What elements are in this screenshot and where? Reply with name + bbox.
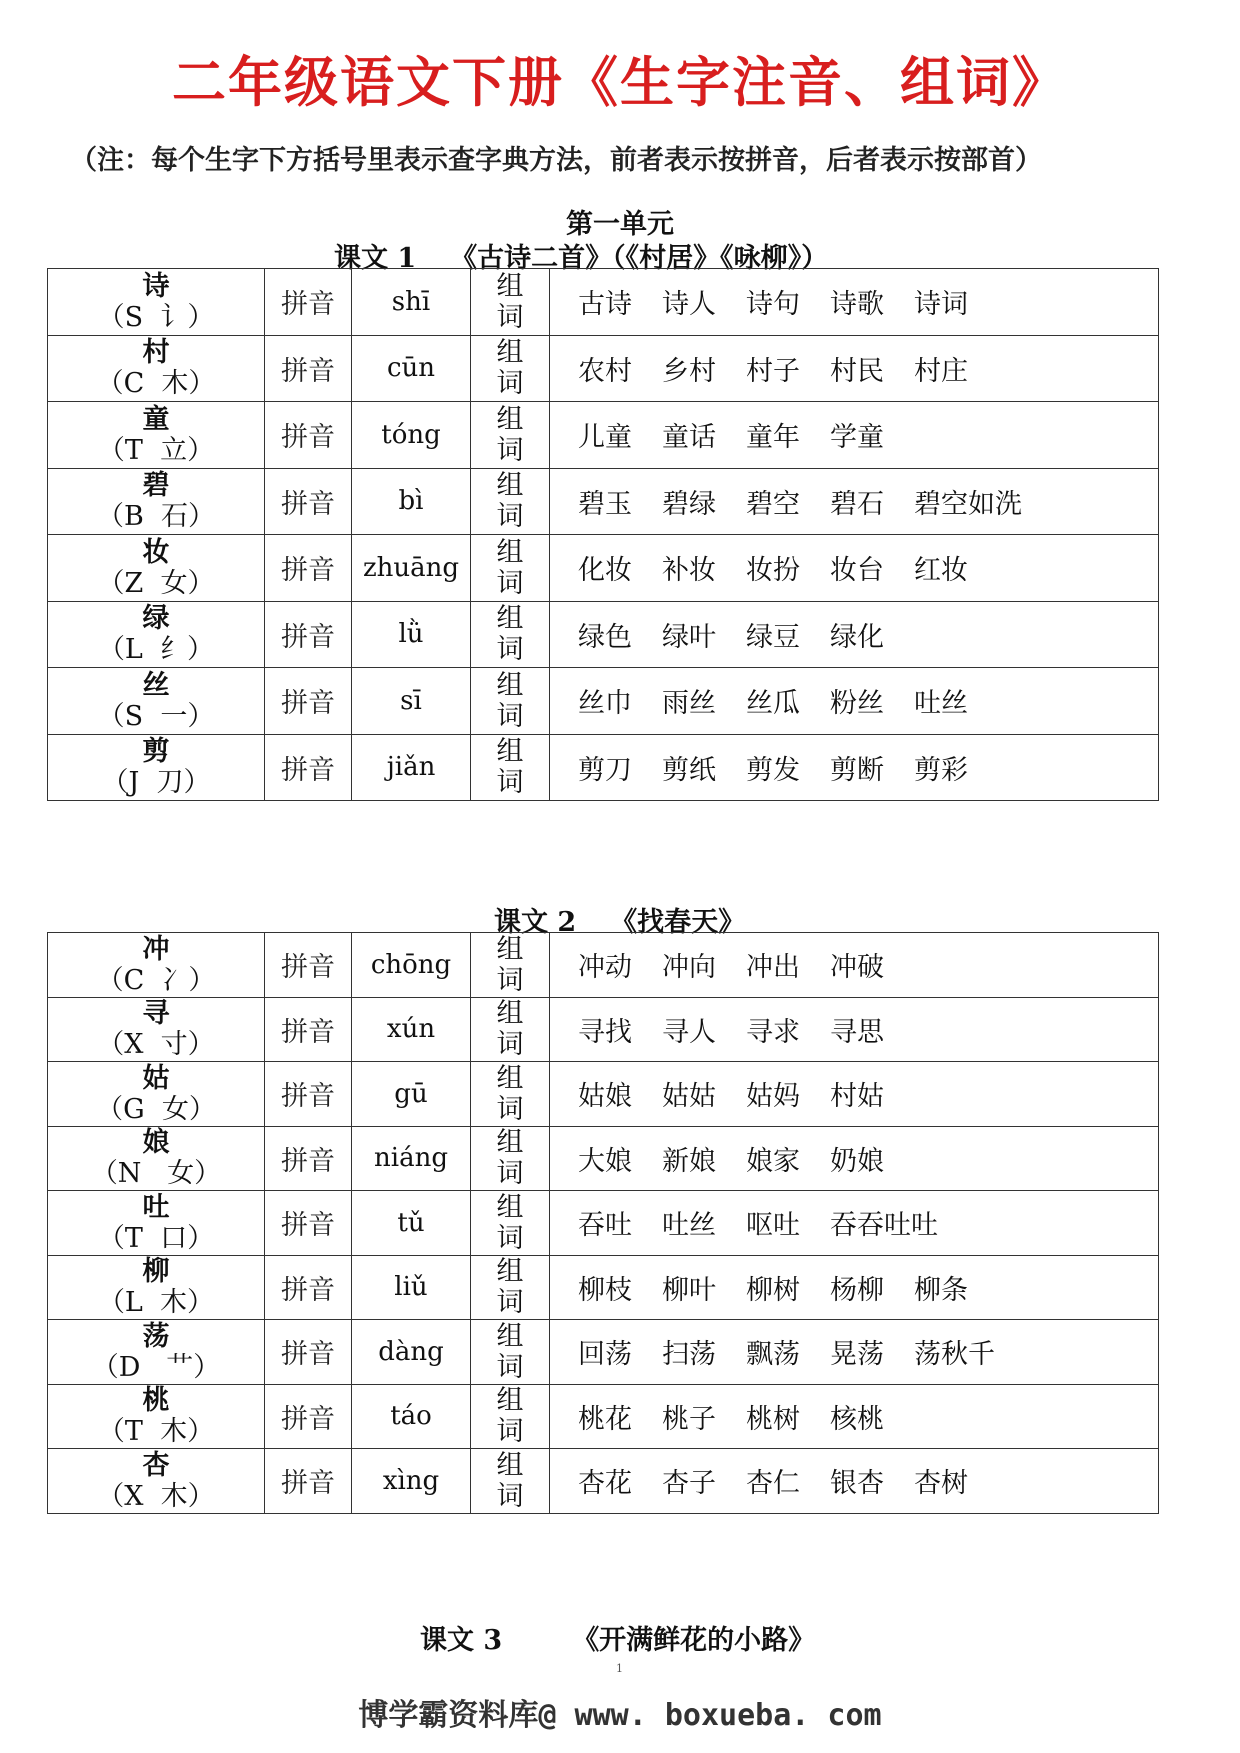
zuci-label-ci: 词 [496,1093,524,1125]
word: 碧空如洗 [914,488,1022,520]
zuci-label [471,1062,550,1127]
word: 银杏 [830,1468,884,1500]
character: 姑 [142,1062,170,1094]
char-cell [48,1126,265,1191]
lesson-2-name: 《找春天》 [610,907,746,938]
zuci-label-ci: 词 [496,1158,524,1190]
words-cell [550,997,1159,1062]
pinyin-label: 拼音 [265,1062,352,1127]
zuci-label [471,1384,550,1449]
words-cell [550,1062,1159,1127]
word: 新娘 [662,1145,716,1177]
lookup-note: （注：每个生字下方括号里表示查字典方法，前者表示按拼音，后者表示按部首） [70,145,1042,176]
word: 诗人 [662,289,716,321]
pinyin-value: gū [352,1062,471,1127]
word: 吐丝 [662,1210,716,1242]
table-row [48,668,1159,735]
word: 村子 [746,355,800,387]
table-row [48,1320,1159,1385]
zuci-label-zu: 组 [496,536,524,568]
table-row [48,269,1159,336]
word: 杏树 [914,1468,968,1500]
word: 古诗 [578,289,632,321]
zuci-label [471,1320,550,1385]
dictionary-index: （J 刀） [101,767,211,799]
unit-title: 第一单元 [566,209,674,240]
lesson-2-number: 课文 2 [494,907,577,938]
word: 寻求 [746,1016,800,1048]
char-cell [48,734,265,801]
words-cell [550,933,1159,998]
zuci-label-ci: 词 [496,1416,524,1448]
char-cell [48,335,265,402]
table-row [48,1062,1159,1127]
word: 杏子 [662,1468,716,1500]
zuci-label-zu: 组 [496,1256,524,1288]
word: 绿豆 [746,621,800,653]
word: 冲出 [746,952,800,984]
word: 寻思 [830,1016,884,1048]
dictionary-index: （S 一） [97,700,215,732]
dictionary-index: （T 木） [97,1416,215,1448]
dictionary-index: （X 木） [97,1480,215,1512]
zuci-label-ci: 词 [496,501,524,533]
pinyin-value: chōng [352,933,471,998]
zuci-label [471,402,550,469]
char-cell [48,402,265,469]
pinyin-label: 拼音 [265,1191,352,1256]
table-row [48,1449,1159,1514]
word: 冲向 [662,952,716,984]
words-cell [550,1449,1159,1514]
char-cell [48,468,265,535]
pinyin-value: tǔ [352,1191,471,1256]
word: 晃荡 [830,1339,884,1371]
word: 荡秋千 [914,1339,995,1371]
table-row [48,1255,1159,1320]
zuci-label [471,335,550,402]
lesson-3-number: 课文 3 [420,1625,503,1656]
character: 丝 [142,669,170,701]
table-row [48,1384,1159,1449]
words-cell [550,269,1159,336]
word: 碧石 [830,488,884,520]
table-row [48,468,1159,535]
word: 童话 [662,422,716,454]
zuci-label-ci: 词 [496,567,524,599]
lesson-1-table [47,268,1159,801]
char-cell [48,1449,265,1514]
word: 诗歌 [830,289,884,321]
zuci-label-ci: 词 [496,1029,524,1061]
word: 吞吐 [578,1210,632,1242]
word: 碧玉 [578,488,632,520]
zuci-label-zu: 组 [496,270,524,302]
pinyin-label: 拼音 [265,734,352,801]
word: 娘家 [746,1145,800,1177]
word: 桃树 [746,1403,800,1435]
zuci-label-zu: 组 [496,603,524,635]
page-title: 二年级语文下册《生字注音、组词》 [172,51,1068,114]
character: 荡 [142,1320,170,1352]
table-row [48,1126,1159,1191]
pinyin-label: 拼音 [265,997,352,1062]
character: 杏 [142,1449,170,1481]
word: 化妆 [578,555,632,587]
character: 村 [142,337,170,369]
pinyin-value: niáng [352,1126,471,1191]
words-cell [550,468,1159,535]
char-cell [48,1320,265,1385]
word: 冲动 [578,952,632,984]
pinyin-label: 拼音 [265,535,352,602]
word: 剪刀 [578,754,632,786]
zuci-label-ci: 词 [496,368,524,400]
character: 童 [142,403,170,435]
word: 剪发 [746,754,800,786]
word: 飘荡 [746,1339,800,1371]
char-cell [48,1255,265,1320]
char-cell [48,1062,265,1127]
word: 剪纸 [662,754,716,786]
character: 桃 [142,1385,170,1417]
word: 妆台 [830,555,884,587]
lesson-1-name: 《古诗二首》（《村居》《咏柳》） [450,243,829,274]
char-cell [48,997,265,1062]
word: 乡村 [662,355,716,387]
word: 扫荡 [662,1339,716,1371]
word: 诗句 [746,289,800,321]
dictionary-index: （G 女） [96,1093,216,1125]
zuci-label-zu: 组 [496,998,524,1030]
pinyin-label: 拼音 [265,1126,352,1191]
footer-watermark: 博学霸资料库@ www. boxueba. com [358,1698,882,1733]
word: 柳条 [914,1274,968,1306]
char-cell [48,601,265,668]
zuci-label [471,933,550,998]
word: 吞吞吐吐 [830,1210,938,1242]
word: 丝瓜 [746,688,800,720]
character: 冲 [142,933,170,965]
words-cell [550,1384,1159,1449]
character: 诗 [142,270,170,302]
char-cell [48,535,265,602]
pinyin-label: 拼音 [265,601,352,668]
dictionary-index: （B 石） [96,501,215,533]
word: 杏花 [578,1468,632,1500]
character: 寻 [142,998,170,1030]
pinyin-value: xìng [352,1449,471,1514]
words-cell [550,535,1159,602]
zuci-label-zu: 组 [496,1062,524,1094]
dictionary-index: （C 冫） [96,964,216,996]
pinyin-label: 拼音 [265,468,352,535]
zuci-label-ci: 词 [496,700,524,732]
word: 姑姑 [662,1081,716,1113]
word: 补妆 [662,555,716,587]
zuci-label-zu: 组 [496,933,524,965]
zuci-label [471,668,550,735]
character: 娘 [142,1127,170,1159]
character: 碧 [142,470,170,502]
pinyin-label: 拼音 [265,269,352,336]
dictionary-index: （X 寸） [97,1029,215,1061]
word: 学童 [830,422,884,454]
lesson-1-number: 课文 1 [334,243,417,274]
zuci-label [471,734,550,801]
word: 桃子 [662,1403,716,1435]
words-cell [550,601,1159,668]
words-cell [550,668,1159,735]
character: 绿 [142,603,170,635]
char-cell [48,1191,265,1256]
zuci-label-zu: 组 [496,1127,524,1159]
pinyin-value: cūn [352,335,471,402]
word: 村民 [830,355,884,387]
word: 姑娘 [578,1081,632,1113]
table-row [48,335,1159,402]
zuci-label-ci: 词 [496,1222,524,1254]
character: 吐 [142,1191,170,1223]
word: 雨丝 [662,688,716,720]
zuci-label-ci: 词 [496,301,524,333]
dictionary-index: （T 口） [97,1222,215,1254]
zuci-label-ci: 词 [496,1480,524,1512]
word: 冲破 [830,952,884,984]
word: 村姑 [830,1081,884,1113]
word: 农村 [578,355,632,387]
pinyin-label: 拼音 [265,402,352,469]
word: 绿化 [830,621,884,653]
zuci-label [471,1255,550,1320]
zuci-label-zu: 组 [496,337,524,369]
dictionary-index: （L 纟） [97,634,215,666]
word: 丝巾 [578,688,632,720]
dictionary-index: （C 木） [96,368,216,400]
word: 桃花 [578,1403,632,1435]
word: 姑妈 [746,1081,800,1113]
character: 妆 [142,536,170,568]
zuci-label [471,1191,550,1256]
word: 柳叶 [662,1274,716,1306]
word: 童年 [746,422,800,454]
char-cell [48,933,265,998]
zuci-label [471,1126,550,1191]
word: 粉丝 [830,688,884,720]
word: 呕吐 [746,1210,800,1242]
words-cell [550,734,1159,801]
zuci-label-ci: 词 [496,767,524,799]
words-cell [550,1191,1159,1256]
words-cell [550,1320,1159,1385]
table-row [48,535,1159,602]
word: 杏仁 [746,1468,800,1500]
word: 寻找 [578,1016,632,1048]
words-cell [550,402,1159,469]
word: 诗词 [914,289,968,321]
pinyin-label: 拼音 [265,335,352,402]
pinyin-value: lǜ [352,601,471,668]
words-cell [550,1126,1159,1191]
word: 寻人 [662,1016,716,1048]
dictionary-index: （S 讠） [97,301,215,333]
zuci-label [471,601,550,668]
word: 红妆 [914,555,968,587]
word: 绿叶 [662,621,716,653]
zuci-label-zu: 组 [496,1191,524,1223]
zuci-label [471,997,550,1062]
pinyin-label: 拼音 [265,933,352,998]
zuci-label-zu: 组 [496,1320,524,1352]
pinyin-value: zhuāng [352,535,471,602]
character: 剪 [142,736,170,768]
word: 回荡 [578,1339,632,1371]
zuci-label [471,1449,550,1514]
zuci-label-ci: 词 [496,634,524,666]
zuci-label-ci: 词 [496,434,524,466]
pinyin-value: shī [352,269,471,336]
zuci-label [471,269,550,336]
word: 妆扮 [746,555,800,587]
pinyin-value: dàng [352,1320,471,1385]
word: 碧绿 [662,488,716,520]
word: 村庄 [914,355,968,387]
word: 吐丝 [914,688,968,720]
word: 柳树 [746,1274,800,1306]
pinyin-label: 拼音 [265,1449,352,1514]
zuci-label-ci: 词 [496,964,524,996]
word: 碧空 [746,488,800,520]
zuci-label-zu: 组 [496,1449,524,1481]
zuci-label-ci: 词 [496,1287,524,1319]
word: 剪彩 [914,754,968,786]
dictionary-index: （L 木） [97,1287,215,1319]
pinyin-value: liǔ [352,1255,471,1320]
zuci-label-zu: 组 [496,470,524,502]
words-cell [550,335,1159,402]
pinyin-value: sī [352,668,471,735]
word: 大娘 [578,1145,632,1177]
zuci-label [471,468,550,535]
zuci-label-zu: 组 [496,669,524,701]
word: 柳枝 [578,1274,632,1306]
zuci-label-zu: 组 [496,403,524,435]
zuci-label [471,535,550,602]
word: 剪断 [830,754,884,786]
dictionary-index: （D 艹） [91,1351,221,1383]
table-row [48,1191,1159,1256]
dictionary-index: （T 立） [97,434,215,466]
dictionary-index: （N 女） [90,1158,222,1190]
word: 儿童 [578,422,632,454]
pinyin-label: 拼音 [265,668,352,735]
zuci-label-zu: 组 [496,1385,524,1417]
dictionary-index: （Z 女） [97,567,215,599]
character: 柳 [142,1256,170,1288]
char-cell [48,1384,265,1449]
table-row [48,402,1159,469]
pinyin-value: bì [352,468,471,535]
table-row [48,997,1159,1062]
char-cell [48,668,265,735]
lesson-2-table [47,932,1159,1514]
word: 核桃 [830,1403,884,1435]
word: 杨柳 [830,1274,884,1306]
lesson-3-title [420,1618,815,1657]
table-row [48,601,1159,668]
table-row [48,734,1159,801]
pinyin-label: 拼音 [265,1384,352,1449]
pinyin-value: tóng [352,402,471,469]
zuci-label-ci: 词 [496,1351,524,1383]
char-cell [48,269,265,336]
pinyin-label: 拼音 [265,1320,352,1385]
pinyin-label: 拼音 [265,1255,352,1320]
words-cell [550,1255,1159,1320]
table-row [48,933,1159,998]
word: 奶娘 [830,1145,884,1177]
pinyin-value: táo [352,1384,471,1449]
pinyin-value: jiǎn [352,734,471,801]
word: 绿色 [578,621,632,653]
lesson-3-name: 《开满鲜花的小路》 [572,1625,816,1656]
zuci-label-zu: 组 [496,736,524,768]
pinyin-value: xún [352,997,471,1062]
page-number: 1 [616,1662,623,1675]
